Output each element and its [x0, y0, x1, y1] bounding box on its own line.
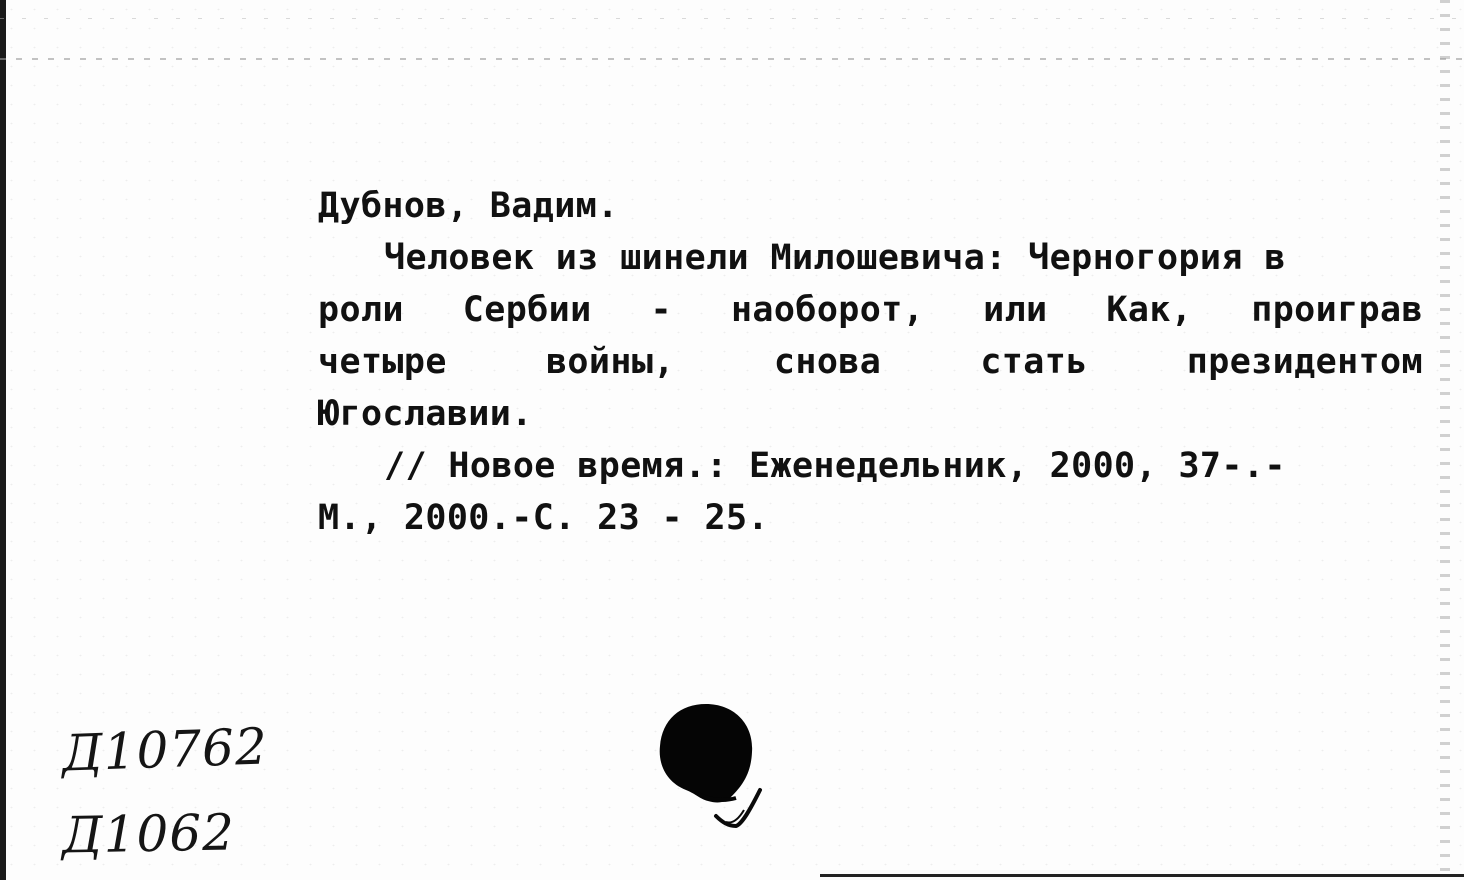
- handwritten-shelfmarks: [62, 712, 322, 882]
- author-heading: Дубнов, Вадим.: [318, 186, 619, 226]
- title-word: наоборот,: [730, 290, 925, 330]
- shelfmark-2: Д1062: [61, 803, 236, 865]
- bibliographic-entry: [318, 180, 1423, 544]
- title-word: Сербии: [462, 290, 592, 330]
- title-word: -: [650, 290, 673, 330]
- title-word: стать: [980, 342, 1088, 382]
- title-line-1: [318, 232, 1423, 284]
- punch-hole-blob: [660, 704, 752, 802]
- title-segment: Югославии.: [318, 394, 533, 434]
- source-line-1: // Новое время.: Еженедельник, 2000, 37-.-: [384, 446, 1286, 486]
- title-word: Как,: [1106, 290, 1193, 330]
- card-left-edge: [0, 0, 6, 880]
- source-line-2: М., 2000.-С. 23 - 25.: [318, 498, 769, 538]
- top-dotted-rule-1: [0, 18, 1464, 19]
- title-word: проиграв: [1251, 290, 1423, 330]
- title-word: президентом: [1186, 342, 1423, 382]
- title-word: роли: [318, 290, 404, 330]
- title-word: снова: [773, 342, 882, 382]
- title-line-3: [318, 336, 1423, 388]
- title-word: войны,: [545, 342, 675, 382]
- punch-hole-icon: [656, 698, 766, 838]
- right-dotted-edge: [1440, 0, 1450, 880]
- top-dotted-rule-2: [0, 58, 1464, 60]
- title-line-4: [318, 388, 1423, 440]
- title-word: или: [983, 290, 1048, 330]
- title-line-2: [318, 284, 1423, 336]
- shelfmark-1: Д10762: [61, 717, 269, 783]
- bottom-edge-line: [820, 874, 1464, 877]
- title-word: четыре: [318, 342, 447, 382]
- title-segment: Человек из шинели Милошевича: Черногория в: [384, 238, 1286, 278]
